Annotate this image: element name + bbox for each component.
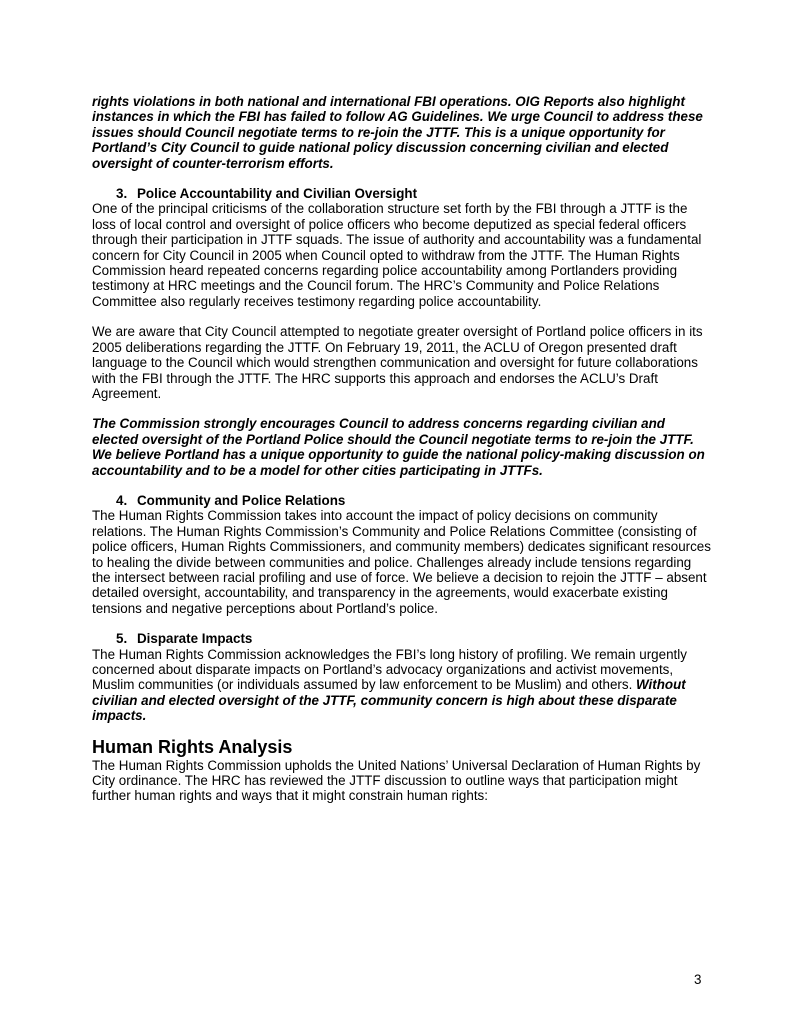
document-page — [92, 94, 712, 804]
section-3-recommendation: The Commission strongly encourages Council to address concerns regarding civilian and elected oversight of the Portland Police should the Council negotiate terms to re-join the JTTF. We believe Portland has a unique opportunity to guide the national policy-making discussion on accountability and to be a model for other cities participating in JTTFs. — [92, 416, 705, 478]
section-3-title: Police Accountability and Civilian Oversight — [137, 186, 418, 202]
section-5-heading — [116, 631, 712, 646]
section-4-number: 4. — [116, 492, 128, 508]
human-rights-analysis-paragraph: The Human Rights Commission upholds the United Nations’ Universal Declaration of Human Rights by City ordinance. The HRC has reviewed the JTTF discussion to outline ways that participation might further human rights and ways that it might constrain human rights: — [92, 757, 701, 804]
section-5-number: 5. — [116, 631, 128, 647]
human-rights-analysis-heading: Human Rights Analysis — [92, 736, 293, 757]
section-3-heading — [116, 186, 712, 201]
section-3-number: 3. — [116, 186, 128, 202]
section-4-paragraph-1: The Human Rights Commission takes into account the impact of policy decisions on community relations. The Human Rights Commission’s Community and Police Relations Committee (consisting of police officers, Human Rights Commissioners, and community members) dedicates significant resources to healing the divide between communities and police. Challenges already include tensions regarding the intersect between racial profiling and use of force. We believe a decision to rejoin the JTTF – absent detailed oversight, accountability, and transparency in the agreements, would exacerbate existing tensions and negative perceptions about Portland’s police. — [92, 508, 711, 616]
section-5-paragraph-1 — [92, 647, 712, 724]
intro-paragraph: rights violations in both national and international FBI operations. OIG Reports also highlight instances in which the FBI has failed to follow AG Guidelines. We urge Council to address these issues should Council negotiate terms to re-join the JTTF. This is a unique opportunity for Portland’s City Council to guide national policy discussion concerning civilian and elected oversight of counter-terrorism efforts. — [92, 94, 703, 171]
section-5-title: Disparate Impacts — [137, 631, 253, 647]
section-5-emphasis: Without civilian and elected oversight of the JTTF, community concern is high about these disparate impacts. — [92, 677, 686, 724]
section-3-paragraph-1: One of the principal criticisms of the collaboration structure set forth by the FBI through a JTTF is the loss of local control and oversight of police officers who become deputized as special federal officers through their participation in JTTF squads. The issue of authority and accountability was a fundamental concern for City Council in 2005 when Council opted to withdraw from the JTTF. The Human Rights Commission heard repeated concerns regarding police accountability among Portlanders providing testimony at HRC meetings and the Council forum. The HRC’s Community and Police Relations Committee also regularly receives testimony regarding police accountability. — [92, 201, 702, 309]
section-4-title: Community and Police Relations — [137, 492, 346, 508]
section-3-paragraph-2: We are aware that City Council attempted to negotiate greater oversight of Portland police officers in its 2005 deliberations regarding the JTTF. On February 19, 2011, the ACLU of Oregon presented draft language to the Council which would strengthen communication and oversight for future collaborations with the FBI through the JTTF. The HRC supports this approach and endorses the ACLU’s Draft Agreement. — [92, 324, 703, 401]
section-5-plain-text: The Human Rights Commission acknowledges the FBI’s long history of profiling. We remain urgently concerned about disparate impacts on Portland’s advocacy organizations and activist movements, Muslim communities (or individuals assumed by law enforcement to be Muslim) and others. — [92, 646, 687, 693]
section-4-heading — [116, 493, 712, 508]
page-number: 3 — [694, 972, 702, 987]
